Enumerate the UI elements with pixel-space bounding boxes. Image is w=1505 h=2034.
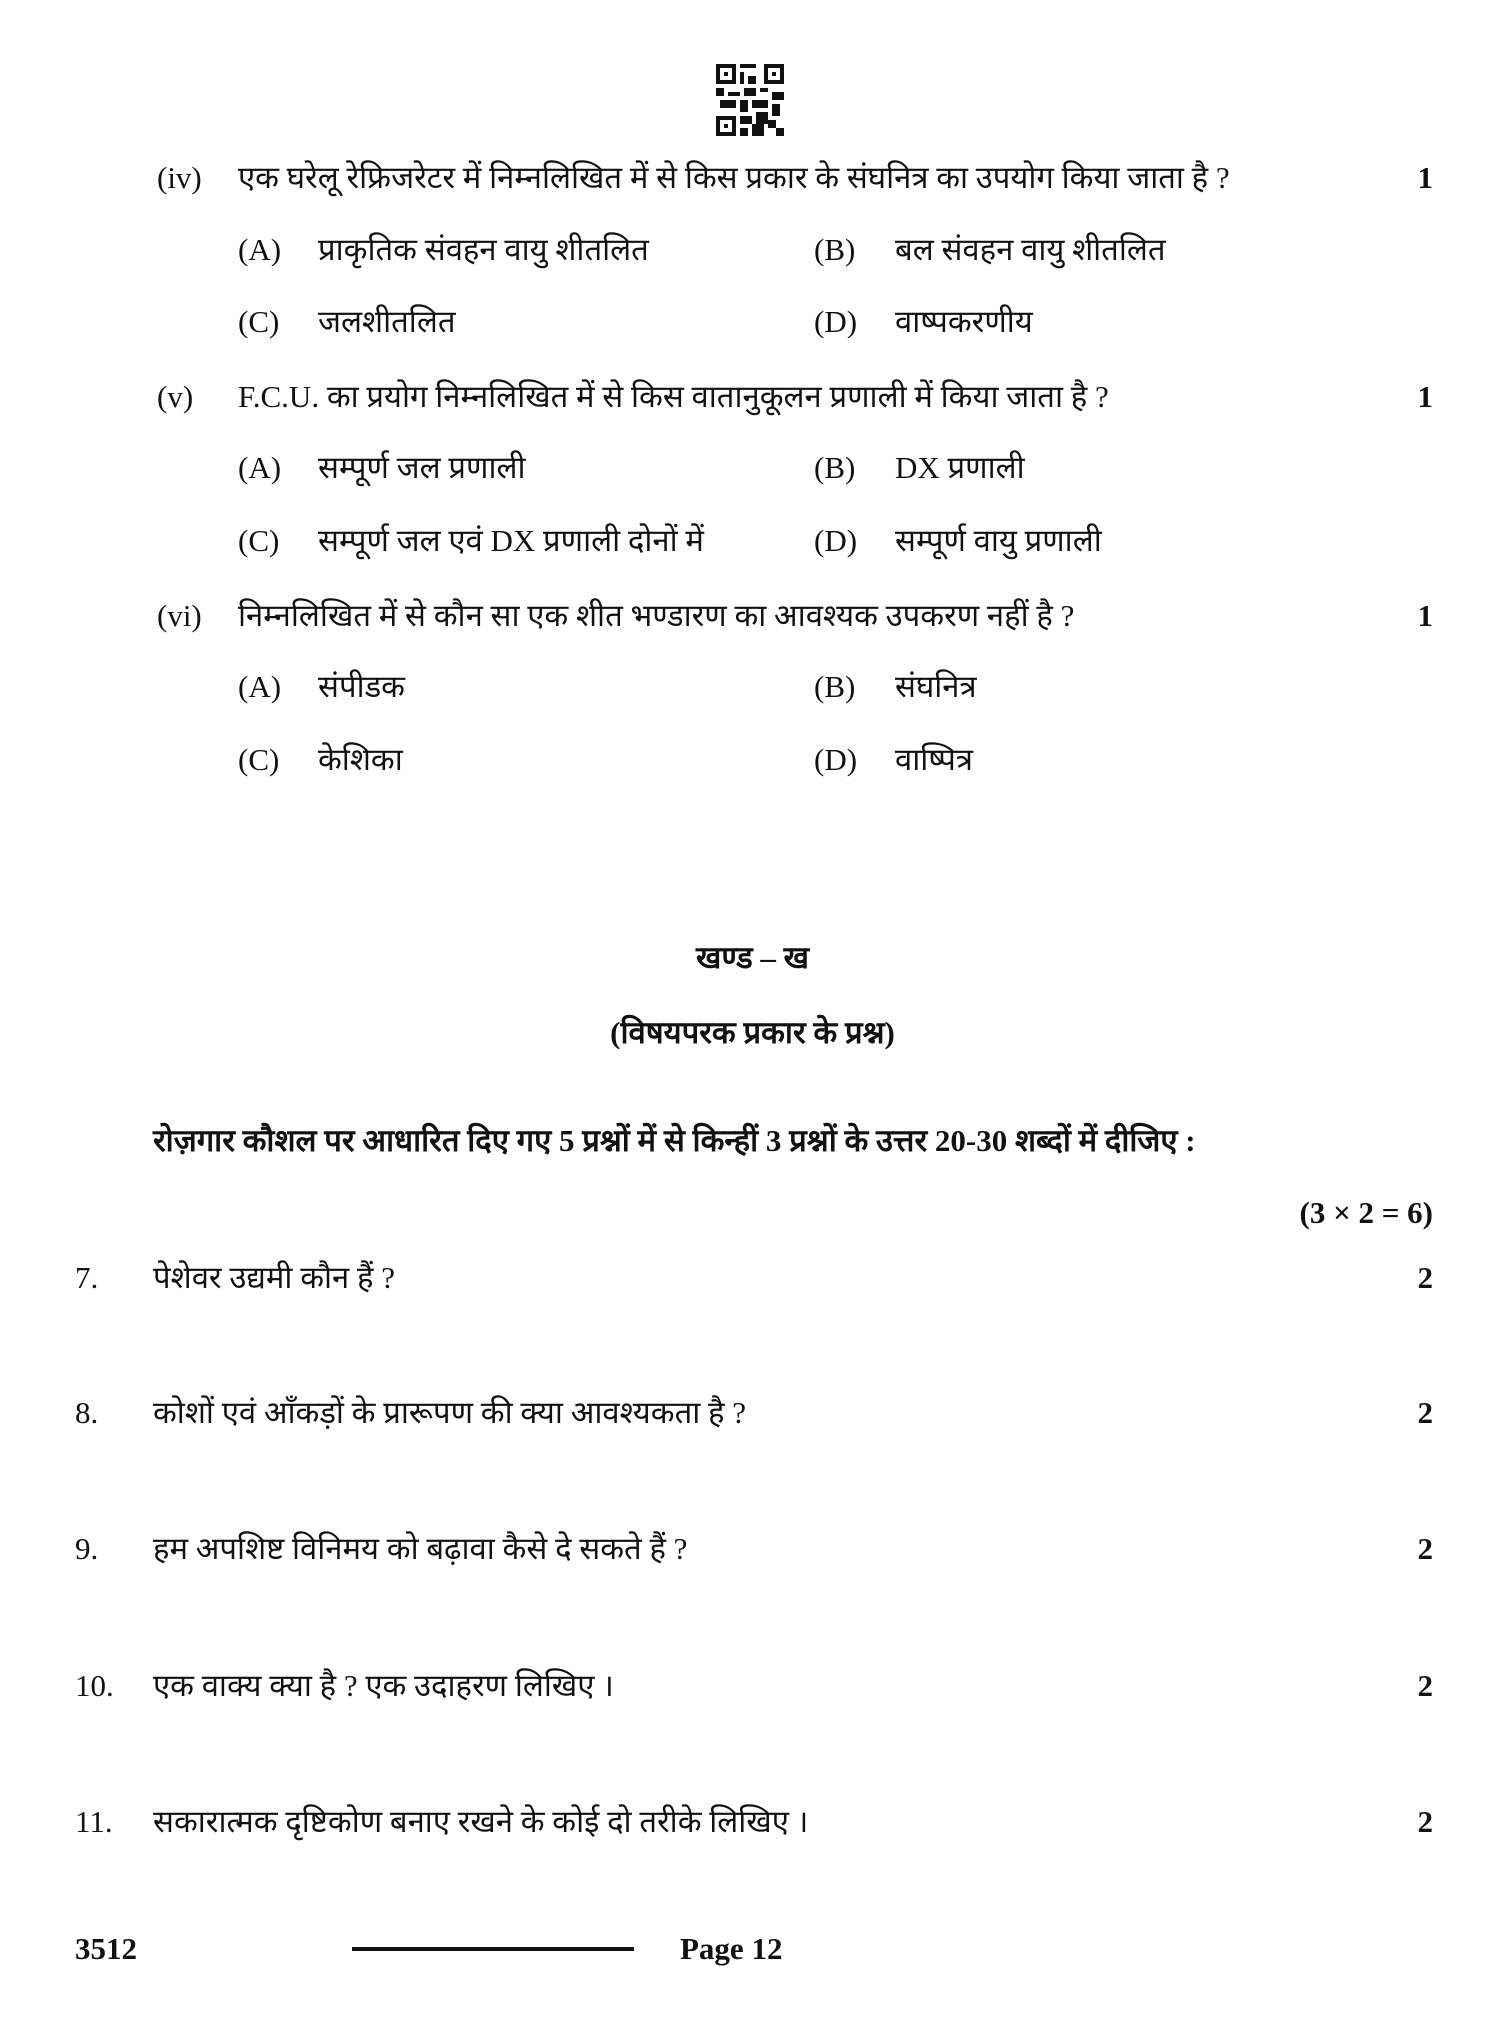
question-marks: 2 — [1417, 1804, 1433, 1839]
footer-divider — [352, 1947, 634, 1951]
option-letter: (A) — [238, 669, 282, 704]
option-letter: (C) — [238, 523, 280, 558]
option-letter: (A) — [238, 450, 282, 485]
option-letter: (B) — [814, 232, 856, 267]
question-number: 10. — [75, 1668, 114, 1703]
question-marks: 1 — [1417, 160, 1433, 195]
question-text: F.C.U. का प्रयोग निम्नलिखित में से किस वातानुकूलन प्रणाली में किया जाता है ? — [238, 379, 1109, 414]
option-text: केशिका — [318, 742, 403, 777]
question-text: पेशेवर उद्यमी कौन हैं ? — [153, 1260, 395, 1295]
question-marks: 2 — [1417, 1668, 1433, 1703]
option-text: जलशीतलित — [318, 304, 456, 339]
section-title: खण्ड – ख — [695, 940, 810, 975]
question-marks: 1 — [1417, 379, 1433, 414]
question-marks: 2 — [1417, 1395, 1433, 1430]
option-text: प्राकृतिक संवहन वायु शीतलित — [318, 232, 649, 267]
question-number: (iv) — [157, 160, 202, 195]
question-number: 9. — [75, 1531, 99, 1566]
option-letter: (D) — [814, 742, 858, 777]
question-text: सकारात्मक दृष्टिकोण बनाए रखने के कोई दो तरीके लिखिए । — [153, 1804, 809, 1839]
option-text: सम्पूर्ण वायु प्रणाली — [895, 523, 1102, 558]
marks-scheme: (3 × 2 = 6) — [1299, 1195, 1433, 1230]
qr-code — [716, 64, 784, 136]
option-text: वाष्पित्र — [895, 742, 973, 777]
option-text: संपीडक — [318, 669, 405, 704]
option-letter: (B) — [814, 450, 856, 485]
question-number: (v) — [157, 379, 194, 414]
option-text: DX प्रणाली — [895, 450, 1025, 485]
option-letter: (C) — [238, 304, 280, 339]
question-marks: 2 — [1417, 1531, 1433, 1566]
option-text: संघनित्र — [895, 669, 977, 704]
question-number: 8. — [75, 1395, 99, 1430]
option-text: सम्पूर्ण जल एवं DX प्रणाली दोनों में — [318, 523, 704, 558]
option-letter: (D) — [814, 523, 858, 558]
question-text: कोशों एवं आँकड़ों के प्रारूपण की क्या आवश्यकता है ? — [153, 1395, 746, 1430]
option-text: वाष्पकरणीय — [895, 304, 1033, 339]
question-text: एक घरेलू रेफ्रिजरेटर में निम्नलिखित में से किस प्रकार के संघनित्र का उपयोग किया जाता है ? — [238, 160, 1230, 195]
paper-code: 3512 — [75, 1931, 137, 1966]
question-text: हम अपशिष्ट विनिमय को बढ़ावा कैसे दे सकते हैं ? — [153, 1531, 688, 1566]
option-text: बल संवहन वायु शीतलित — [895, 232, 1166, 267]
option-letter: (D) — [814, 304, 858, 339]
option-letter: (A) — [238, 232, 282, 267]
page-number: Page 12 — [680, 1931, 783, 1966]
question-marks: 1 — [1417, 598, 1433, 633]
option-letter: (C) — [238, 742, 280, 777]
option-text: सम्पूर्ण जल प्रणाली — [318, 450, 526, 485]
question-number: 11. — [75, 1804, 113, 1839]
question-marks: 2 — [1417, 1260, 1433, 1295]
section-instruction: रोज़गार कौशल पर आधारित दिए गए 5 प्रश्नों में से किन्हीं 3 प्रश्नों के उत्तर 20-30 शब्दों में दीजिए : — [153, 1123, 1196, 1158]
question-text: एक वाक्य क्या है ? एक उदाहरण लिखिए । — [153, 1668, 614, 1703]
question-text: निम्नलिखित में से कौन सा एक शीत भण्डारण का आवश्यक उपकरण नहीं है ? — [238, 598, 1075, 633]
question-number: 7. — [75, 1260, 99, 1295]
question-number: (vi) — [157, 598, 202, 633]
section-subtitle: (विषयपरक प्रकार के प्रश्न) — [610, 1015, 895, 1050]
option-letter: (B) — [814, 669, 856, 704]
